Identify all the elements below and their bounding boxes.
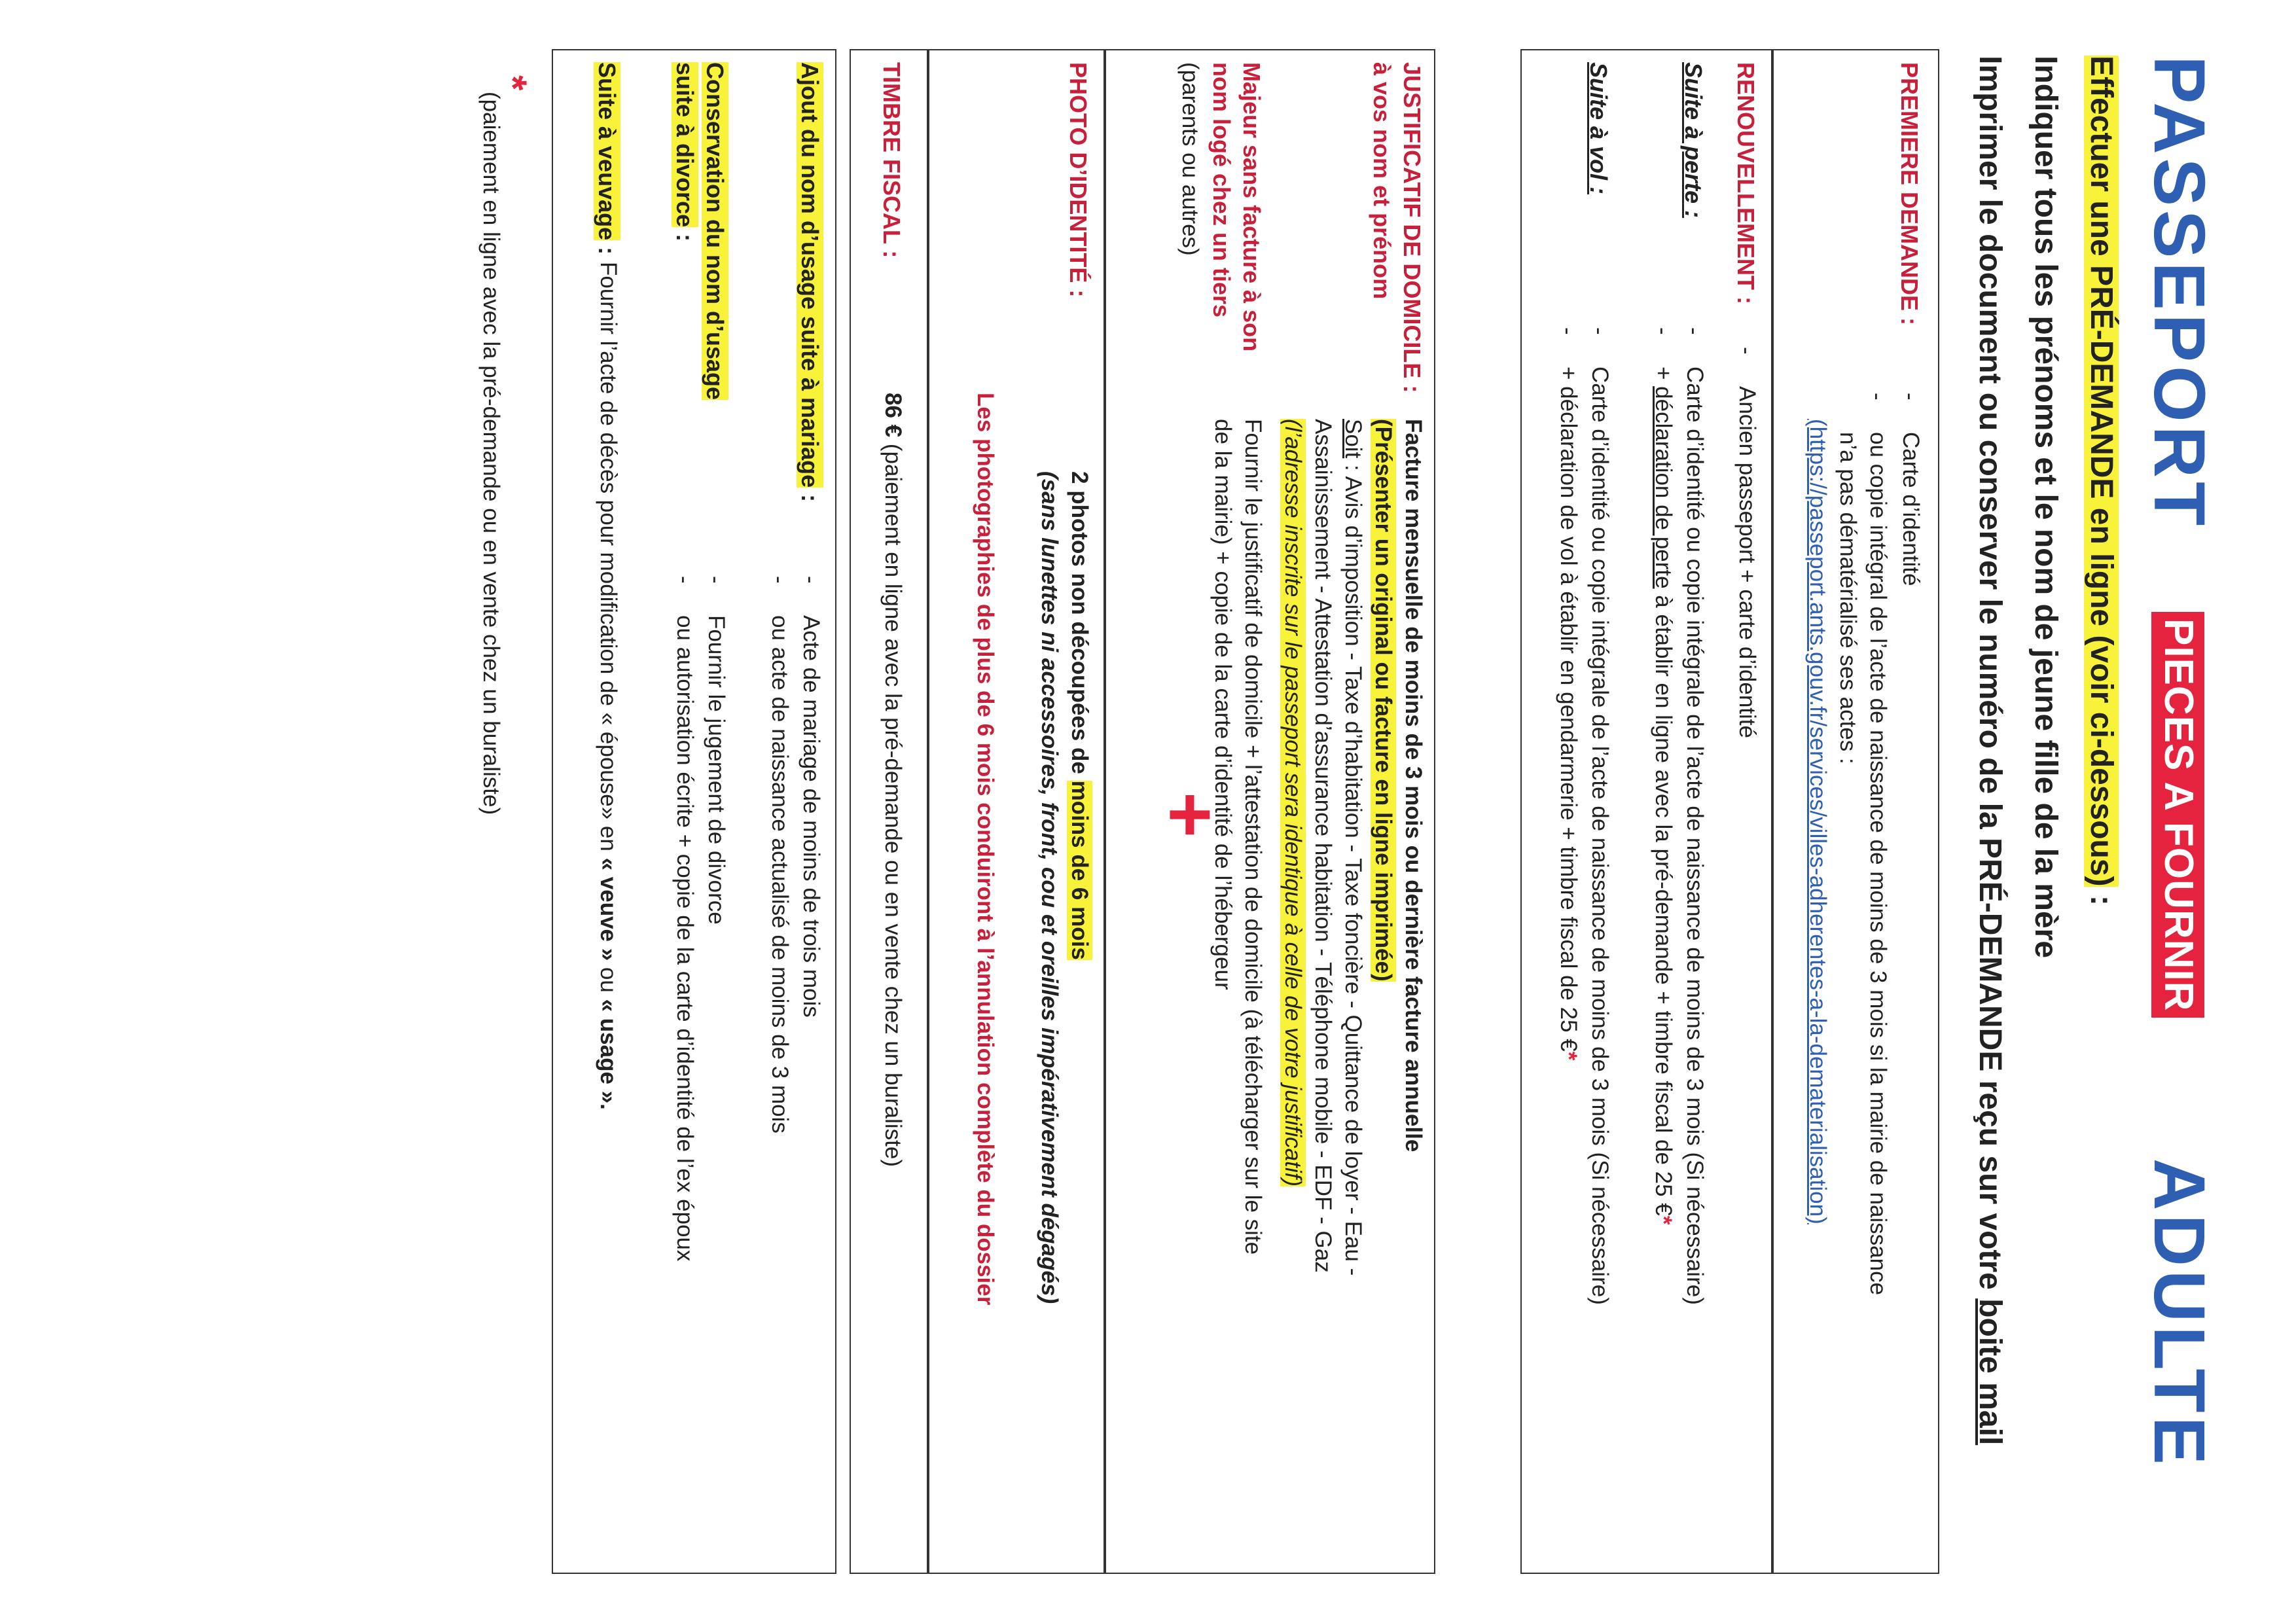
photo-label: PHOTO D’IDENTITÉ : xyxy=(1065,62,1092,298)
divorce-item-2: ou autorisation écrite + copie de la carte d’identité de l’ex époux xyxy=(672,615,698,1262)
premiere-item-1: Carte d’identité xyxy=(1898,432,1924,586)
tiers-label-1: Majeur sans facture à son xyxy=(1238,62,1265,352)
timbre-label: TIMBRE FISCAL : xyxy=(878,62,905,259)
pieces-badge: PIECES A FOURNIR xyxy=(2151,612,2204,1018)
vol-item-1: Carte d’identité ou copie intégrale de l’acte de naissance de moins de 3 mois (Si nécessaire) xyxy=(1587,366,1613,1305)
title-passeport: PASSEPORT xyxy=(2139,56,2219,530)
footnote-star: * xyxy=(491,75,535,91)
dash: - xyxy=(1865,393,1890,401)
suite-perte-label: Suite à perte : xyxy=(1680,62,1707,219)
domicile-label-1: JUSTIFICATIF DE DOMICILE : xyxy=(1399,62,1426,393)
domicile-line-5: (l’adresse inscrite sur le passeport sera identique à celle de votre justificatif) xyxy=(1280,419,1306,1187)
photo-line-2: (sans lunettes ni accessoires, front, cou et oreilles impérativement dégagés) xyxy=(1037,471,1062,1304)
mariage-item-1: Acte de mariage de moins de trois mois xyxy=(798,615,824,1018)
tiers-label-2: nom logé chez un tiers xyxy=(1208,62,1235,318)
veuvage-label: Suite à veuvage : xyxy=(594,62,620,255)
photo-warning: Les photographies de plus de 6 mois conduiront à l’annulation complète du dossier xyxy=(973,393,998,1306)
domicile-line-1: Facture mensuelle de moins de 3 mois ou dernière facture annuelle xyxy=(1401,419,1426,1152)
suite-vol-label: Suite à vol : xyxy=(1585,62,1612,195)
tiers-label-3: (parents ou autres) xyxy=(1177,62,1203,256)
renouvellement-item-1: Ancien passeport + carte d’identité xyxy=(1734,386,1760,738)
instruction-line-3: Imprimer le document ou conserver le numéro de la PRÉ-DEMANDE reçu sur votre boite mail xyxy=(1973,56,2007,1446)
title-adulte: ADULTE xyxy=(2139,1158,2219,1469)
dash: - xyxy=(672,576,697,584)
mail-link[interactable]: boite mail xyxy=(1973,1298,2007,1446)
dash: - xyxy=(703,576,728,584)
domicile-label-2: à vos nom et prénom xyxy=(1369,62,1395,300)
instruction-line-2: Indiquer tous les prénoms et le nom de jeune fille de la mère xyxy=(2028,56,2063,959)
dash: - xyxy=(1587,327,1612,335)
premiere-demande-label: PREMIERE DEMANDE : xyxy=(1896,62,1923,326)
dash: - xyxy=(1897,393,1923,401)
perte-item-1: Carte d’identité ou copie intégrale de l’acte de naissance de moins de 3 mois (Si nécessaire) xyxy=(1682,366,1708,1305)
instruction-line-1: Effectuer une PRÉ-DEMANDE en ligne (voir ci-dessous) : xyxy=(2084,56,2119,906)
mariage-item-2: ou acte de naissance actualisé de moins de 3 mois xyxy=(767,615,793,1133)
dash: - xyxy=(766,576,792,584)
vol-item-2: + déclaration de vol à établir en gendarmerie + timbre fiscal de 25 €* xyxy=(1556,366,1581,1061)
footnote-text: (paiement en ligne avec la pré-demande ou en vente chez un buraliste) xyxy=(478,92,504,815)
divorce-label-1: Conservation du nom d’usage xyxy=(702,62,728,401)
tiers-line-1: Fournir le justificatif de domicile + l’attestation de domicile (à télécharger sur le site xyxy=(1240,419,1266,1255)
dash: - xyxy=(1555,327,1581,335)
domicile-line-2: (Présenter un original ou facture en ligne imprimée) xyxy=(1371,419,1396,982)
domicile-line-3: Soit : Avis d’imposition - Taxe d’habitation - Taxe foncière - Quittance de loyer - Eau - xyxy=(1340,419,1366,1276)
veuvage-text: Fournir l’acte de décès pour modification de « épouse» en « veuve » ou « usage ». xyxy=(596,262,621,1110)
photo-line-1: 2 photos non découpées de moins de 6 mois xyxy=(1067,471,1092,960)
dematerialisation-link[interactable]: (https://passeport.ants.gouv.fr/services/villes-adherentes-a-la-dematerialisation) xyxy=(1805,419,1831,1224)
renouvellement-label: RENOUVELLEMENT : xyxy=(1732,62,1759,305)
plus-icon: + xyxy=(1147,792,1234,838)
timbre-text: 86 € (paiement en ligne avec la pré-demande ou en vente chez un buraliste) xyxy=(880,393,906,1167)
divorce-item-1: Fournir le jugement de divorce xyxy=(704,615,729,925)
dash: - xyxy=(1681,327,1707,335)
perte-item-2: + déclaration de perte à établir en ligne avec la pré-demande + timbre fiscal de 25 €* xyxy=(1651,366,1676,1225)
divorce-label-2: suite à divorce : xyxy=(672,62,698,242)
domicile-line-4: Assainissement - Attestation d’assurance habitation - Téléphone mobile - EDF - Gaz xyxy=(1310,419,1336,1273)
premiere-item-2b: n’a pas dématérialisé ses actes : xyxy=(1835,432,1861,764)
dash: - xyxy=(798,576,823,584)
dash: - xyxy=(1734,347,1759,355)
premiere-item-2a: ou copie intégral de l’acte de naissance de moins de 3 mois si la mairie de naissance xyxy=(1865,432,1891,1296)
dash: - xyxy=(1650,327,1676,335)
tiers-line-2: de la mairie) + copie de la carte d’identité de l’hébergeur xyxy=(1210,419,1236,990)
mariage-label: Ajout du nom d’usage suite à mariage : xyxy=(797,62,823,503)
